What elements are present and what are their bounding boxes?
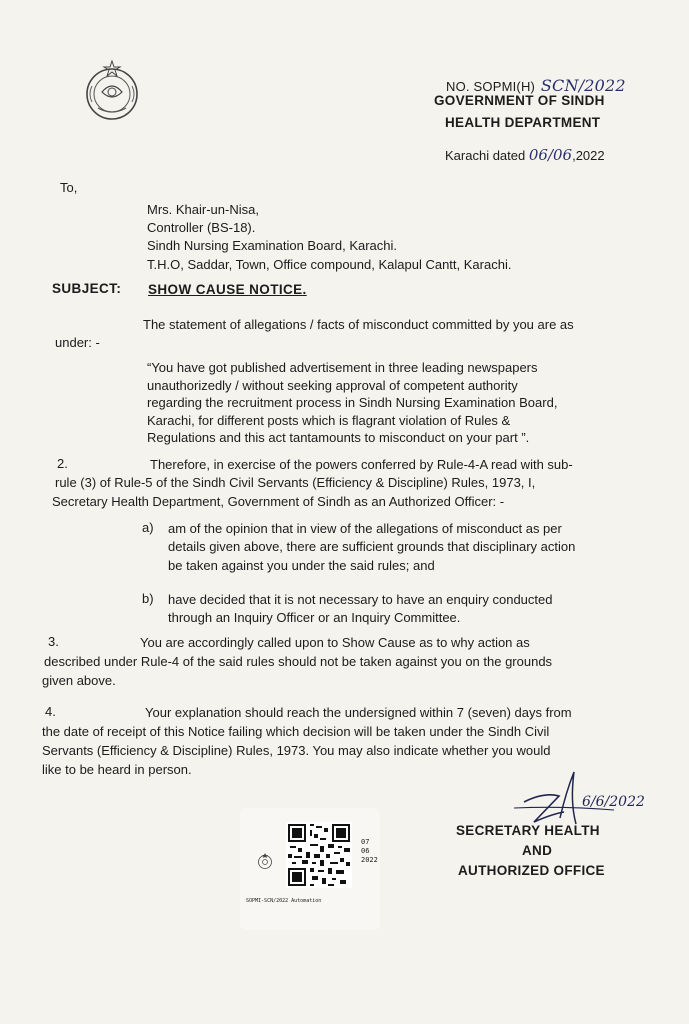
allegation-line: “You have got published advertisement in three leading newspapers [147, 360, 538, 375]
qr-date-day: 07 [361, 838, 370, 846]
sindh-government-emblem [78, 58, 146, 126]
signatory-and: AND [522, 843, 553, 858]
to-label: To, [60, 180, 78, 195]
qr-stamp-date [361, 838, 378, 865]
signatory-title: SECRETARY HEALTH [456, 823, 600, 838]
qr-date-month: 06 [361, 847, 370, 855]
allegation-line: Karachi, for different posts which is flagrant violation of Rules & [147, 412, 511, 428]
dated-handwritten: 06/06 [528, 146, 573, 164]
subject-label: SUBJECT: [52, 281, 122, 296]
item-a-line-2: details given above, there are sufficient grounds that disciplinary action [168, 539, 576, 554]
para-3-line-2: described under Rule-4 of the said rules should not be taken against you on the grounds [44, 654, 553, 669]
qr-code-icon [286, 822, 352, 888]
item-b-line-1: have decided that it is not necessary to have an enquiry conducted [168, 592, 553, 607]
para-2-line-2: rule (3) of Rule-5 of the Sindh Civil Servants (Efficiency & Discipline) Rules, 1973, I, [55, 475, 536, 490]
item-b-marker: b) [142, 591, 154, 606]
intro-line-1: The statement of allegations / facts of misconduct committed by you are as [143, 317, 574, 332]
subject-text: SHOW CAUSE NOTICE. [148, 282, 307, 297]
item-a-line-3: be taken against you under the said rules; and [168, 558, 435, 573]
allegation-line: regarding the recruitment process in Sindh Nursing Examination Board, [147, 395, 558, 411]
para-2-line-1: Therefore, in exercise of the powers conferred by Rule-4-A read with sub- [150, 457, 573, 472]
sindh-emblem-small-icon [256, 852, 274, 870]
recipient-address: T.H.O, Saddar, Town, Office compound, Kalapul Cantt, Karachi. [147, 257, 512, 272]
reference-handwritten: SCN/2022 [540, 76, 626, 95]
signature-date: 6/6/2022 [582, 794, 645, 810]
item-a-marker: a) [142, 520, 154, 535]
para-3-line-1: You are accordingly called upon to Show Cause as to why action as [140, 635, 530, 650]
allegation-line: unauthorizedly / without seeking approval of competent authority [147, 377, 518, 393]
para-2-number: 2. [57, 456, 68, 471]
para-4-number: 4. [45, 704, 56, 719]
government-title: GOVERNMENT OF SINDH [434, 93, 605, 108]
signatory-office: AUTHORIZED OFFICE [458, 863, 605, 878]
department-title: HEALTH DEPARTMENT [445, 115, 601, 130]
qr-date-year: 2022 [361, 856, 378, 864]
item-a-line-1: am of the opinion that in view of the allegations of misconduct as per [168, 521, 562, 536]
dated-prefix: Karachi dated [445, 148, 526, 163]
para-4-line-1: Your explanation should reach the undersigned within 7 (seven) days from [145, 705, 572, 720]
allegation-quote [147, 359, 663, 447]
para-3-line-3: given above. [42, 673, 116, 688]
dated-year: ,2022 [572, 148, 605, 163]
recipient-name: Mrs. Khair-un-Nisa, [147, 202, 259, 217]
para-4-line-3: Servants (Efficiency & Discipline) Rules, 1973. You may also indicate whether you would [42, 743, 551, 758]
para-3-number: 3. [48, 634, 59, 649]
intro-line-2: under: - [55, 335, 100, 350]
allegation-line: Regulations and this act tantamounts to misconduct on your part ”. [147, 430, 530, 446]
recipient-designation: Controller (BS-18). [147, 220, 256, 235]
qr-stamp-caption: SOPMI-SCN/2022 Automation [246, 898, 322, 904]
reference-prefix: NO. SOPMI(H) [446, 79, 536, 94]
item-b-line-2: through an Inquiry Officer or an Inquiry Committee. [168, 610, 461, 625]
para-2-line-3: Secretary Health Department, Government of Sindh as an Authorized Officer: - [52, 494, 505, 509]
para-4-line-4: like to be heard in person. [42, 762, 192, 777]
para-4-line-2: the date of receipt of this Notice failing which decision will be taken under the Sindh Civil [42, 724, 550, 739]
recipient-organization: Sindh Nursing Examination Board, Karachi. [147, 238, 398, 253]
date-line [445, 146, 605, 164]
